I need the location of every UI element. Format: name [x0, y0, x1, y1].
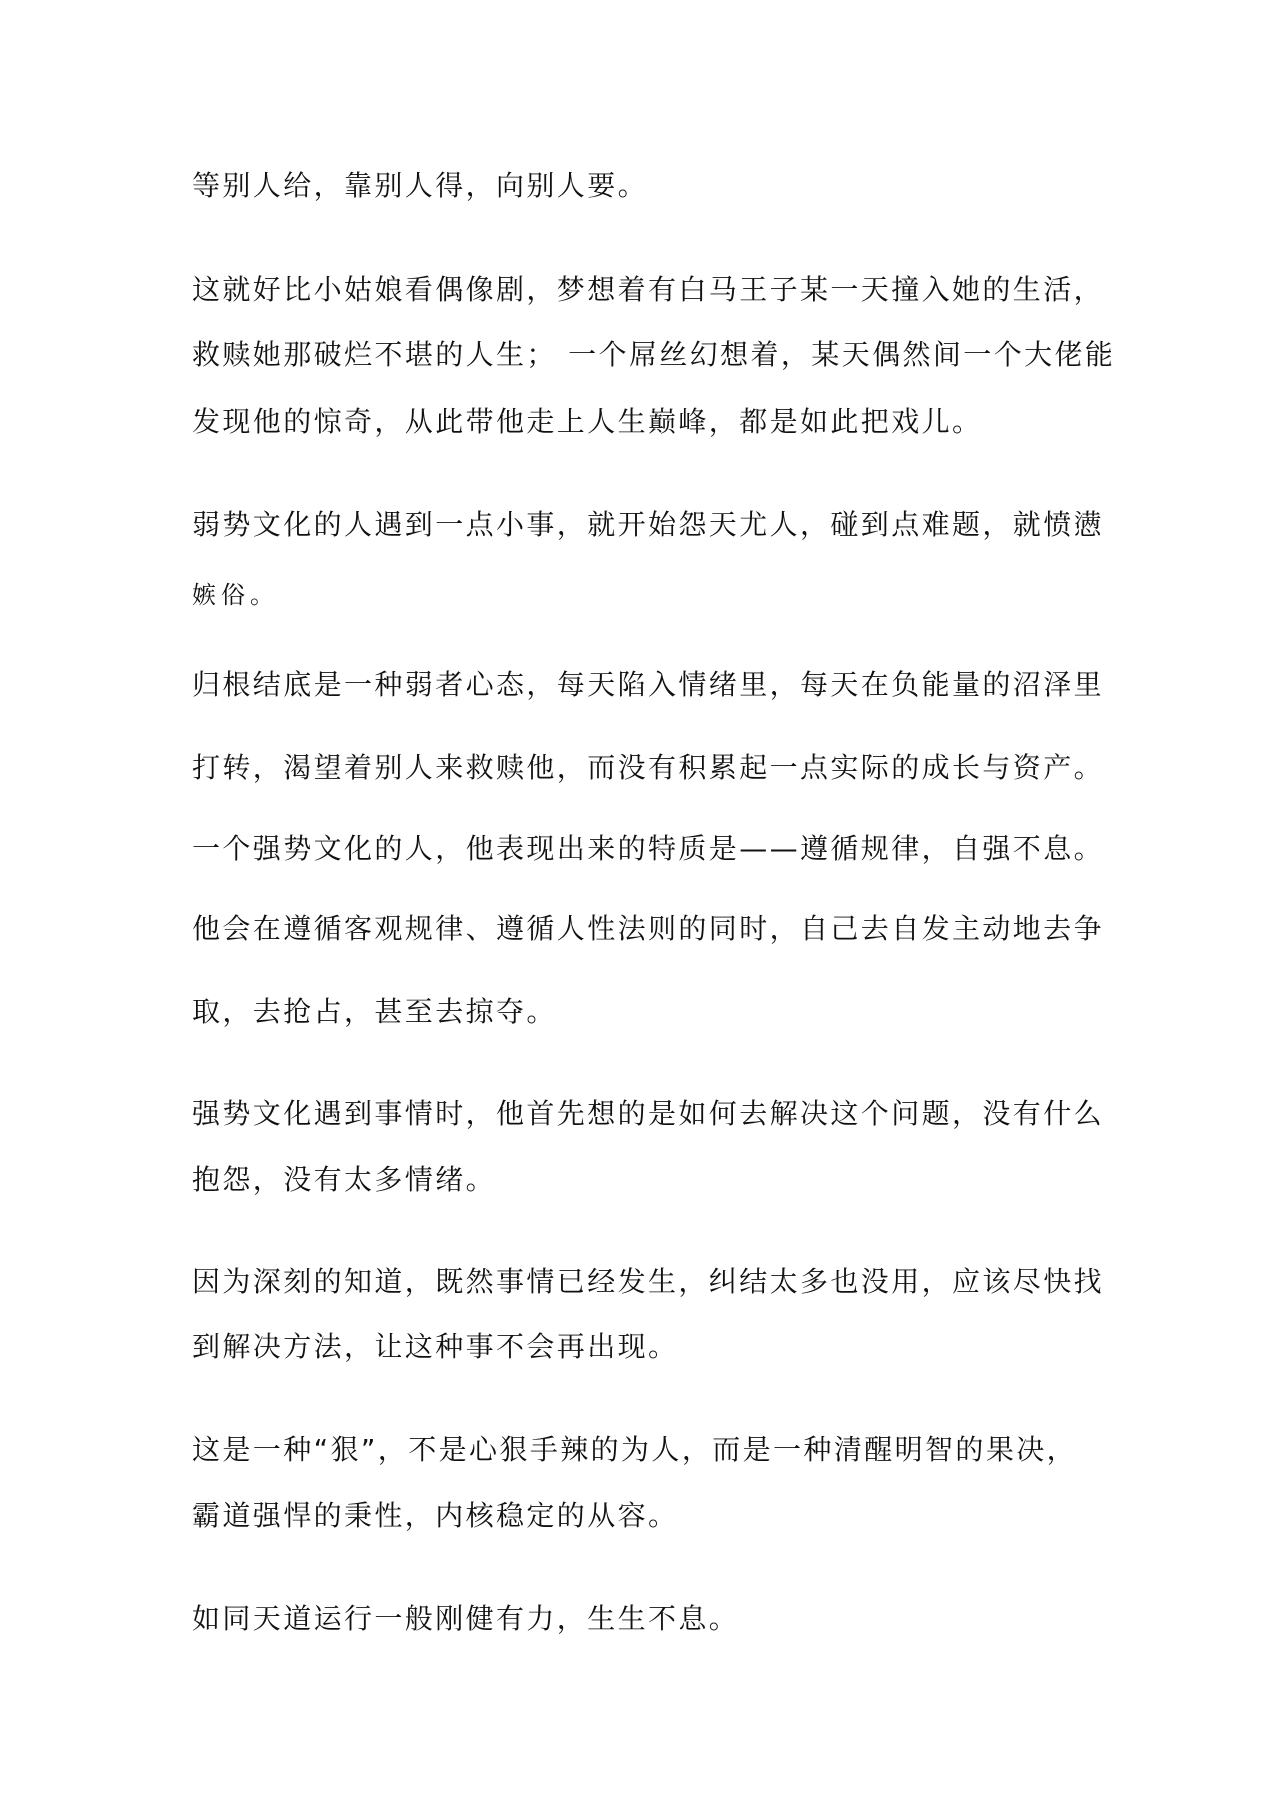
- paragraph-8-line-2: 到解决方法，让这种事不会再出现。: [192, 1330, 679, 1363]
- paragraph-4-line-2: 打转，渴望着别人来救赎他，而没有积累起一点实际的成长与资产。: [192, 751, 1105, 784]
- paragraph-9-line-1: 这是一种“狠”，不是心狠手辣的为人，而是一种清醒明智的果决，: [192, 1433, 1078, 1466]
- paragraph-6-line-2: 取，去抢占，甚至去掠夺。: [192, 995, 557, 1028]
- paragraph-3-line-2: 嫉俗。: [192, 581, 279, 609]
- paragraph-2-line-2: 救赎她那破烂不堪的人生； 一个屌丝幻想着，某天偶然间一个大佬能: [192, 338, 1116, 371]
- paragraph-2-line-1: 这就好比小姑娘看偶像剧，梦想着有白马王子某一天撞入她的生活，: [192, 273, 1105, 306]
- paragraph-6-line-1: 他会在遵循客观规律、遵循人性法则的同时，自己去自发主动地去争: [192, 912, 1105, 945]
- paragraph-8-line-1: 因为深刻的知道，既然事情已经发生，纠结太多也没用，应该尽快找: [192, 1265, 1105, 1298]
- paragraph-5-line-1: 一个强势文化的人，他表现出来的特质是——遵循规律，自强不息。: [192, 832, 1105, 865]
- paragraph-10-line-1: 如同天道运行一般刚健有力，生生不息。: [192, 1602, 740, 1635]
- paragraph-7-line-1: 强势文化遇到事情时，他首先想的是如何去解决这个问题，没有什么: [192, 1097, 1105, 1130]
- paragraph-9-line-2: 霸道强悍的秉性，内核稳定的从容。: [192, 1499, 679, 1532]
- paragraph-7-line-2: 抱怨，没有太多情绪。: [192, 1163, 497, 1196]
- paragraph-1-line-1: 等别人给，靠别人得，向别人要。: [192, 169, 649, 202]
- paragraph-3-line-1: 弱势文化的人遇到一点小事，就开始怨天尤人，碰到点难题，就愤懑: [192, 508, 1105, 541]
- paragraph-4-line-1: 归根结底是一种弱者心态，每天陷入情绪里，每天在负能量的沼泽里: [192, 668, 1105, 701]
- paragraph-2-line-3: 发现他的惊奇，从此带他走上人生巅峰，都是如此把戏儿。: [192, 405, 983, 438]
